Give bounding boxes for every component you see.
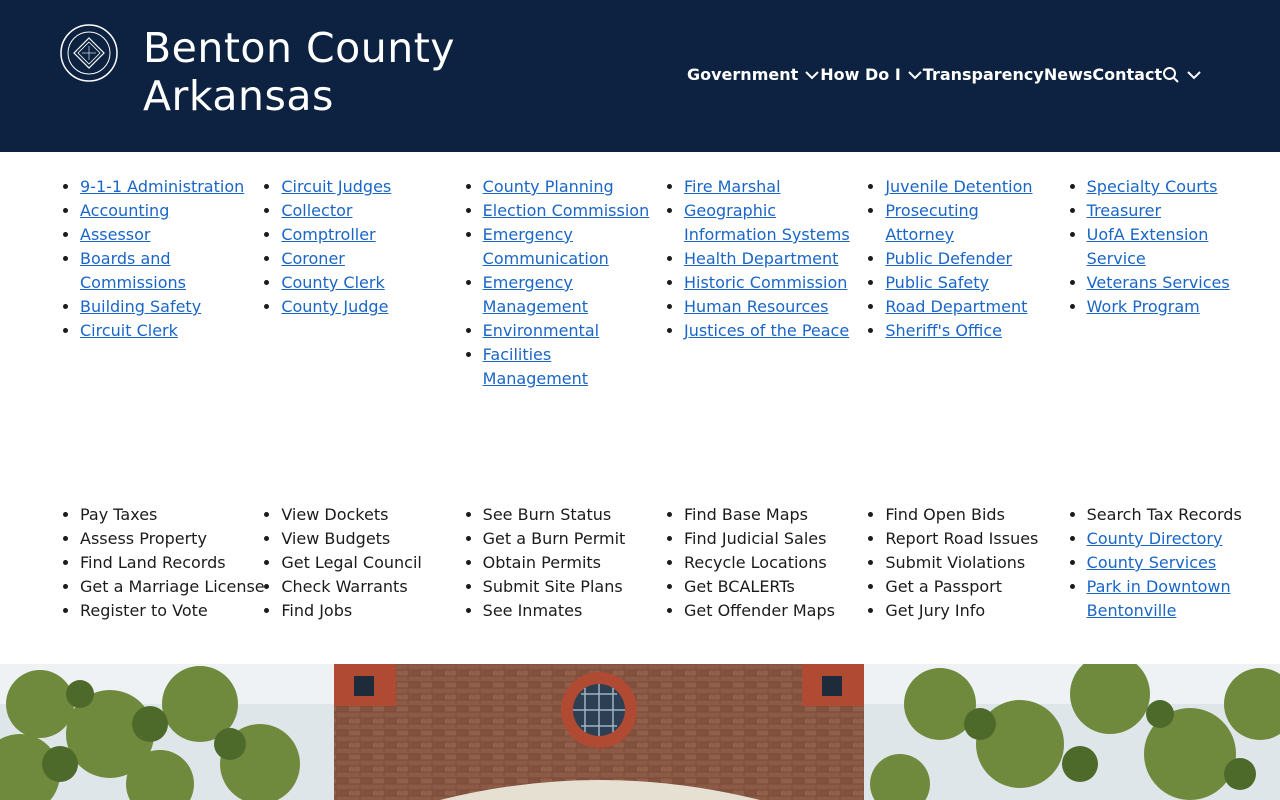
task-submit-site-plans: Submit Site Plans: [482, 577, 623, 596]
site-title-line2: Arkansas: [143, 72, 334, 120]
dept-link-prosecuting-attorney[interactable]: Prosecuting Attorney: [885, 201, 979, 244]
task-get-bcalerts: Get BCALERTs: [683, 577, 795, 596]
list-item: [885, 575, 1066, 599]
nav-label: News: [1043, 65, 1093, 84]
list-item: [80, 175, 261, 199]
list-item: [1087, 223, 1268, 271]
how-do-i-column: [60, 503, 265, 623]
task-get-offender-maps: Get Offender Maps: [683, 601, 835, 620]
nav-label: Contact: [1092, 65, 1163, 84]
dept-link-health-department[interactable]: Health Department: [683, 249, 839, 268]
task-find-open-bids: Find Open Bids: [885, 505, 1005, 524]
task-pay-taxes: Pay Taxes: [80, 505, 158, 524]
list-item: [483, 599, 664, 623]
list-item: [483, 271, 664, 319]
list-item: [684, 175, 865, 199]
list-item: [885, 175, 1066, 199]
task-see-inmates: See Inmates: [482, 601, 583, 620]
list-item: [684, 271, 865, 295]
dept-link-specialty-courts[interactable]: Specialty Courts: [1086, 177, 1218, 196]
dept-link-9-1-1-administration[interactable]: 9-1-1 Administration: [80, 177, 245, 196]
task-get-jury-info: Get Jury Info: [885, 601, 986, 620]
how-do-i-column: [463, 503, 664, 623]
dept-link-public-safety[interactable]: Public Safety: [885, 273, 989, 292]
dept-link-collector[interactable]: Collector: [281, 201, 353, 220]
chevron-down-icon: [804, 69, 820, 81]
nav-news[interactable]: [1044, 63, 1093, 87]
dept-link-treasurer[interactable]: Treasurer: [1086, 201, 1162, 220]
chevron-down-icon: [907, 69, 923, 81]
list-item: [885, 295, 1066, 319]
departments-column: [664, 175, 865, 391]
task-get-a-burn-permit: Get a Burn Permit: [482, 529, 626, 548]
list-item: [1087, 575, 1268, 623]
dept-link-fire-marshal[interactable]: Fire Marshal: [683, 177, 781, 196]
list-item: [885, 199, 1066, 247]
task-check-warrants: Check Warrants: [281, 577, 408, 596]
list-item: [281, 503, 462, 527]
list-item: [281, 175, 462, 199]
list-item: [1087, 199, 1268, 223]
dept-link-assessor[interactable]: Assessor: [80, 225, 151, 244]
dept-link-county-planning[interactable]: County Planning: [482, 177, 614, 196]
dept-link-accounting[interactable]: Accounting: [80, 201, 170, 220]
dept-link-public-defender[interactable]: Public Defender: [885, 249, 1013, 268]
list-item: [1087, 503, 1268, 527]
list-item: [483, 343, 664, 391]
dept-link-historic-commission[interactable]: Historic Commission: [683, 273, 848, 292]
list-item: [885, 599, 1066, 623]
list-item: [483, 319, 664, 343]
list-item: [684, 551, 865, 575]
list-item: [483, 527, 664, 551]
list-item: [885, 319, 1066, 343]
list-item: [80, 319, 261, 343]
list-item: [281, 247, 462, 271]
task-get-a-marriage-license: Get a Marriage License: [80, 577, 265, 596]
task-find-land-records: Find Land Records: [80, 553, 226, 572]
how-do-i-menu: [60, 503, 1260, 623]
list-item: [281, 551, 462, 575]
dept-link-geographic-information-systems[interactable]: Geographic Information Systems: [683, 201, 850, 244]
nav-contact[interactable]: [1092, 63, 1162, 87]
departments-column: [1067, 175, 1268, 391]
departments-column: [60, 175, 261, 391]
list-item: [281, 527, 462, 551]
dept-link-boards-and-commissions[interactable]: Boards and Commissions: [80, 249, 186, 292]
list-item: [483, 503, 664, 527]
list-item: [80, 527, 261, 551]
list-item: [281, 295, 462, 319]
list-item: [1087, 527, 1268, 551]
list-item: [483, 551, 664, 575]
task-submit-violations: Submit Violations: [885, 553, 1026, 572]
link-county-services[interactable]: County Services: [1086, 553, 1217, 572]
list-item: [281, 575, 462, 599]
departments-column: [865, 175, 1066, 391]
task-register-to-vote: Register to Vote: [80, 601, 208, 620]
dept-link-road-department[interactable]: Road Department: [885, 297, 1028, 316]
dept-link-human-resources[interactable]: Human Resources: [683, 297, 829, 316]
list-item: [483, 575, 664, 599]
dept-link-veterans-services[interactable]: Veterans Services: [1086, 273, 1230, 292]
dept-link-facilities-management[interactable]: Facilities Management: [482, 345, 589, 388]
list-item: [1087, 551, 1268, 575]
list-item: [80, 503, 261, 527]
dept-link-coroner[interactable]: Coroner: [281, 249, 345, 268]
county-seal-logo[interactable]: [60, 24, 118, 82]
list-item: [885, 503, 1066, 527]
site-title-line1: Benton County: [143, 24, 456, 72]
list-item: [684, 247, 865, 271]
list-item: [885, 271, 1066, 295]
task-get-legal-council: Get Legal Council: [281, 553, 422, 572]
nav-label: How Do I: [820, 65, 901, 84]
list-item: [684, 575, 865, 599]
list-item: [1087, 271, 1268, 295]
dept-link-environmental[interactable]: Environmental: [482, 321, 600, 340]
site-title[interactable]: [143, 24, 455, 120]
task-find-jobs: Find Jobs: [281, 601, 353, 620]
list-item: [483, 223, 664, 271]
nav-how-do-i[interactable]: [820, 63, 923, 87]
link-county-directory[interactable]: County Directory: [1086, 529, 1223, 548]
dept-link-juvenile-detention[interactable]: Juvenile Detention: [885, 177, 1033, 196]
main-nav: [687, 63, 1202, 87]
list-item: [483, 199, 664, 223]
departments-column: [463, 175, 664, 391]
nav-transparency[interactable]: [923, 63, 1044, 87]
departments-menu: [60, 175, 1260, 391]
task-obtain-permits: Obtain Permits: [482, 553, 602, 572]
list-item: [684, 199, 865, 247]
link-park-in-downtown-bentonville[interactable]: Park in Downtown Bentonville: [1086, 577, 1231, 620]
list-item: [80, 295, 261, 319]
dept-link-sheriff-s-office[interactable]: Sheriff's Office: [885, 321, 1003, 340]
task-view-dockets: View Dockets: [281, 505, 389, 524]
dept-link-work-program[interactable]: Work Program: [1086, 297, 1200, 316]
nav-label: Government: [687, 65, 799, 84]
task-recycle-locations: Recycle Locations: [683, 553, 827, 572]
chevron-down-icon: [1186, 69, 1202, 81]
dept-link-uofa-extension-service[interactable]: UofA Extension Service: [1086, 225, 1209, 268]
list-item: [1087, 175, 1268, 199]
list-item: [684, 599, 865, 623]
how-do-i-column: [865, 503, 1066, 623]
list-item: [80, 551, 261, 575]
list-item: [281, 223, 462, 247]
list-item: [281, 599, 462, 623]
dept-link-building-safety[interactable]: Building Safety: [80, 297, 202, 316]
how-do-i-column: [1067, 503, 1268, 623]
list-item: [281, 271, 462, 295]
list-item: [885, 247, 1066, 271]
list-item: [684, 503, 865, 527]
nav-government[interactable]: [687, 63, 820, 87]
list-item: [80, 599, 261, 623]
courthouse-photo: [0, 664, 1280, 800]
task-view-budgets: View Budgets: [281, 529, 391, 548]
list-item: [684, 295, 865, 319]
task-get-a-passport: Get a Passport: [885, 577, 1003, 596]
dept-link-circuit-judges[interactable]: Circuit Judges: [281, 177, 392, 196]
task-see-burn-status: See Burn Status: [482, 505, 612, 524]
list-item: [1087, 295, 1268, 319]
list-item: [684, 319, 865, 343]
list-item: [684, 527, 865, 551]
task-report-road-issues: Report Road Issues: [885, 529, 1039, 548]
nav-label: Transparency: [922, 65, 1044, 84]
dept-link-county-judge[interactable]: County Judge: [281, 297, 389, 316]
list-item: [885, 527, 1066, 551]
search-button[interactable]: [1162, 66, 1202, 84]
how-do-i-column: [664, 503, 865, 623]
dept-link-justices-of-the-peace[interactable]: Justices of the Peace: [683, 321, 850, 340]
list-item: [885, 551, 1066, 575]
dept-link-election-commission[interactable]: Election Commission: [482, 201, 650, 220]
task-find-judicial-sales: Find Judicial Sales: [683, 529, 827, 548]
task-search-tax-records: Search Tax Records: [1086, 505, 1242, 524]
list-item: [80, 199, 261, 223]
dept-link-circuit-clerk[interactable]: Circuit Clerk: [80, 321, 178, 340]
task-assess-property: Assess Property: [80, 529, 207, 548]
list-item: [483, 175, 664, 199]
search-icon: [1162, 66, 1180, 84]
site-header: [0, 0, 1280, 152]
task-find-base-maps: Find Base Maps: [683, 505, 808, 524]
dept-link-comptroller[interactable]: Comptroller: [281, 225, 376, 244]
dept-link-emergency-management[interactable]: Emergency Management: [482, 273, 589, 316]
list-item: [80, 223, 261, 247]
dept-link-county-clerk[interactable]: County Clerk: [281, 273, 385, 292]
dept-link-emergency-communication[interactable]: Emergency Communication: [482, 225, 609, 268]
how-do-i-column: [261, 503, 462, 623]
list-item: [80, 247, 261, 295]
departments-column: [261, 175, 462, 391]
hero-image: [0, 664, 1280, 800]
list-item: [281, 199, 462, 223]
list-item: [80, 575, 265, 599]
